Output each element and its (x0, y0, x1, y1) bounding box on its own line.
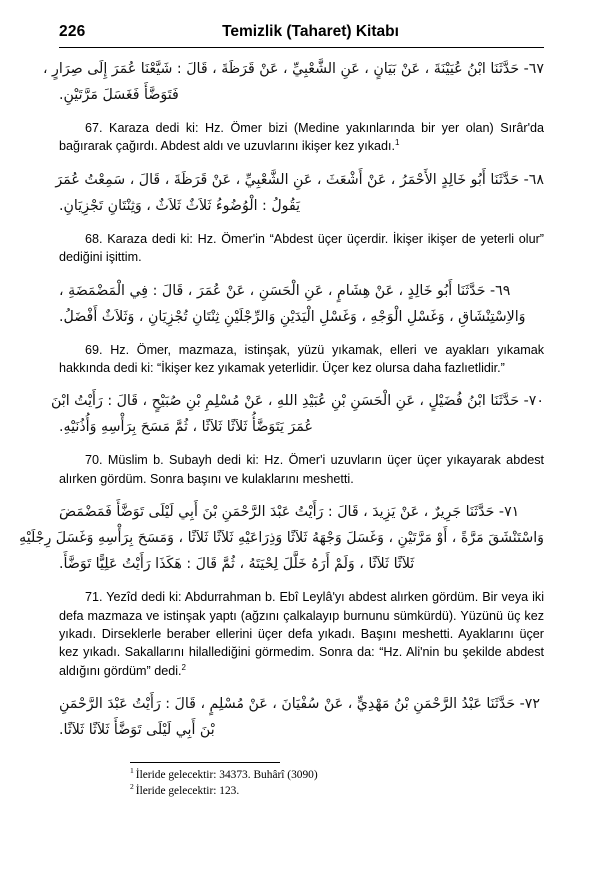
arabic-line: ٦٧- حَدَّثَنَا ابْنُ عُيَيْنَةَ ، عَنْ بَيَانٍ ، عَنِ الشَّعْبِيِّ ، عَنْ قَرَظَةَ ، قَالَ : شَيَّعْنَا عُمَرَ إِلَى صِرَارٍ ، (42, 61, 544, 77)
arabic-text-69 (59, 278, 544, 330)
translation-text: 69. Hz. Ömer, mazmaza, istinşak, yüzü yıkamak, elleri ve ayakları yıkamak hakkında dedi ki: “İkişer kez yıkamak yeterlidir. Üçer kez olursa daha fazlıetlidir.” (59, 342, 544, 376)
hadith-entry-68 (55, 167, 544, 267)
page-number: 226 (59, 23, 86, 40)
arabic-line: يَقُولُ : الْوُضُوءُ ثَلاَثٌ ثَلاَثٌ ، وَثِنْتَانِ تَجْزِيَانِ. (59, 197, 301, 214)
spacer (59, 332, 544, 341)
arabic-line: ٦٨- حَدَّثَنَا أَبُو خَالِدٍ الأَحْمَرُ ، عَنْ أَشْعَثَ ، عَنِ الشَّعْبِيِّ ، عَنْ قَرَظَةَ ، قَالَ ، سَمِعْتُ عُمَرَ (55, 171, 544, 188)
spacer (59, 579, 544, 588)
arabic-line: ٧١- حَدَّثَنَا جَرِيرٌ ، عَنْ يَزِيدَ ، قَالَ : رَأَيْتُ عَبْدَ الرَّحْمَنِ بْنَ أَبِي لَيْلَى تَوَضَّأَ فَمَضْمَضَ (59, 504, 520, 521)
arabic-line: وَالاِسْتِنْشَاقِ ، وَغَسْلِ الْوَجْهِ ، وَغَسْلِ الْيَدَيْنِ وَالرِّجْلَيْنِ ثِنْتَانِ تُجْزِيَانِ ، وَثَلاَثٌ أَفْضَلُ. (59, 308, 526, 325)
arabic-line: ٧٠- حَدَّثَنَا ابْنُ فُضَيْلٍ ، عَنِ الْحَسَنِ بْنِ عُبَيْدِ اللهِ ، عَنْ مُسْلِمِ بْنِ صُبَيْحٍ ، قَالَ : رَأَيْتُ ابْنَ (50, 393, 544, 410)
hadith-entry-67 (42, 56, 544, 156)
footnote-separator (130, 762, 280, 763)
spacer (59, 442, 544, 451)
translation-71 (59, 588, 544, 680)
footnote-ref[interactable]: 2 (181, 662, 186, 672)
arabic-text-72 (59, 691, 544, 743)
spacer (59, 267, 544, 278)
spacer (59, 680, 544, 691)
hadith-entry-69 (59, 278, 544, 378)
translation-text: 68. Karaza dedi ki: Hz. Ömer'in “Abdest üçer üçerdir. İkişer ikişer de yeterli olur” dediğini işittim. (59, 231, 544, 265)
page-content (19, 56, 544, 745)
arabic-line: ٧٢- حَدَّثَنَا عَبْدُ الرَّحْمَنِ بْنُ مَهْدِيٍّ ، عَنْ سُفْيَانَ ، عَنْ مُسْلِمٍ ، قَالَ : رَأَيْتُ عَبْدَ الرَّحْمَنِ (59, 696, 540, 713)
footnote-marker: 2 (130, 781, 134, 791)
spacer (59, 156, 544, 167)
arabic-text-71 (19, 499, 544, 577)
translation-text: 67. Karaza dedi ki: Hz. Ömer bizi (Medine yakınlarında bir yer olan) Sırâr'da bağırarak çağırdı. Abdest aldı ve uzuvlarını ikişer kez yıkadı. (59, 121, 544, 154)
spacer (59, 488, 544, 499)
arabic-line: عُمَرَ يَتَوَضَّأُ ثَلاَثًا ثَلاَثًا ، ثُمَّ مَسَحَ بِرَأْسِهِ وَأُذُنَيْهِ. (59, 419, 313, 436)
arabic-line: وَاسْتَنْشَقَ مَرَّةً ، أَوْ مَرَّتَيْنِ ، وَغَسَلَ وَجْهَهُ ثَلاَثًا وَذِرَاعَيْهِ ثَلاَثًا ثَلاَثًا ، وَمَسَحَ بِرَأْسِهِ وَغَسَلَ رِجْلَيْهِ (19, 530, 544, 547)
page-title: Temizlik (Taharet) Kitabı (222, 23, 399, 40)
arabic-text-70 (50, 388, 544, 440)
footnote-item (130, 781, 490, 800)
spacer (59, 110, 544, 119)
translation-67 (59, 119, 544, 156)
translation-70 (59, 451, 544, 488)
hadith-entry-72 (59, 691, 544, 743)
spacer (59, 377, 544, 388)
arabic-text-67 (42, 56, 544, 108)
hadith-entry-71 (19, 499, 544, 680)
footnote-item (130, 768, 490, 784)
footnote-text: İleride gelecektir: 123. (135, 784, 240, 797)
translation-69 (59, 341, 544, 378)
arabic-line: ٦٩- حَدَّثَنَا أَبُو خَالِدٍ ، عَنْ هِشَامٍ ، عَنِ الْحَسَنِ ، عَنْ عُمَرَ ، قَالَ : فِي الْمَضْمَضَةِ ، (59, 282, 511, 299)
arabic-line: فَتَوَضَّأَ فَغَسَلَ مَرَّتَيْنِ. (59, 87, 179, 103)
translation-text: 70. Müslim b. Subayh dedi ki: Hz. Ömer'i uzuvların üçer üçer yıkayarak abdest alırken gördüm. Sonra başını ve kulaklarını meshetti. (59, 453, 544, 486)
arabic-line: ثَلاَثًا ثَلاَثًا ، وَلَمْ أَرَهُ خَلَّلَ لِحْيَتَهُ ، ثُمَّ قَالَ : هَكَذَا رَأَيْتُ عَلِيًّا تَوَضَّأَ. (59, 556, 415, 573)
footnote-marker: 1 (130, 766, 134, 776)
translation-text: 71. Yezîd dedi ki: Abdurrahman b. Ebî Leylâ'yı abdest alırken gördüm. Bir veya iki defa mazmaza ve istinşak yaptı (ağzını çalkalayıp burnunu sümkürdü). Yüzünü üç kez yıkadı. Dirseklerle beraber ellerini üçer defa yıkadı. Başını meshetti. Ayaklarını üçer kez yıkadı. Sakallarını hilallediğini görmedim. Sonra da: “Hz. Ali'nin bu şekilde abdest aldığını gördüm” dedi. (59, 590, 544, 678)
arabic-line: بْنَ أَبِي لَيْلَى تَوَضَّأَ ثَلاَثًا ثَلاَثًا. (59, 722, 215, 739)
page-header (59, 22, 544, 48)
header-row (59, 22, 544, 44)
footnote-ref[interactable]: 1 (395, 138, 400, 148)
translation-68 (59, 230, 544, 267)
hadith-entry-70 (50, 388, 544, 488)
spacer (59, 221, 544, 230)
footnote-area (130, 762, 490, 799)
footnote-text: İleride gelecektir: 34373. Buhârî (3090) (135, 769, 318, 781)
arabic-text-68 (55, 167, 544, 219)
